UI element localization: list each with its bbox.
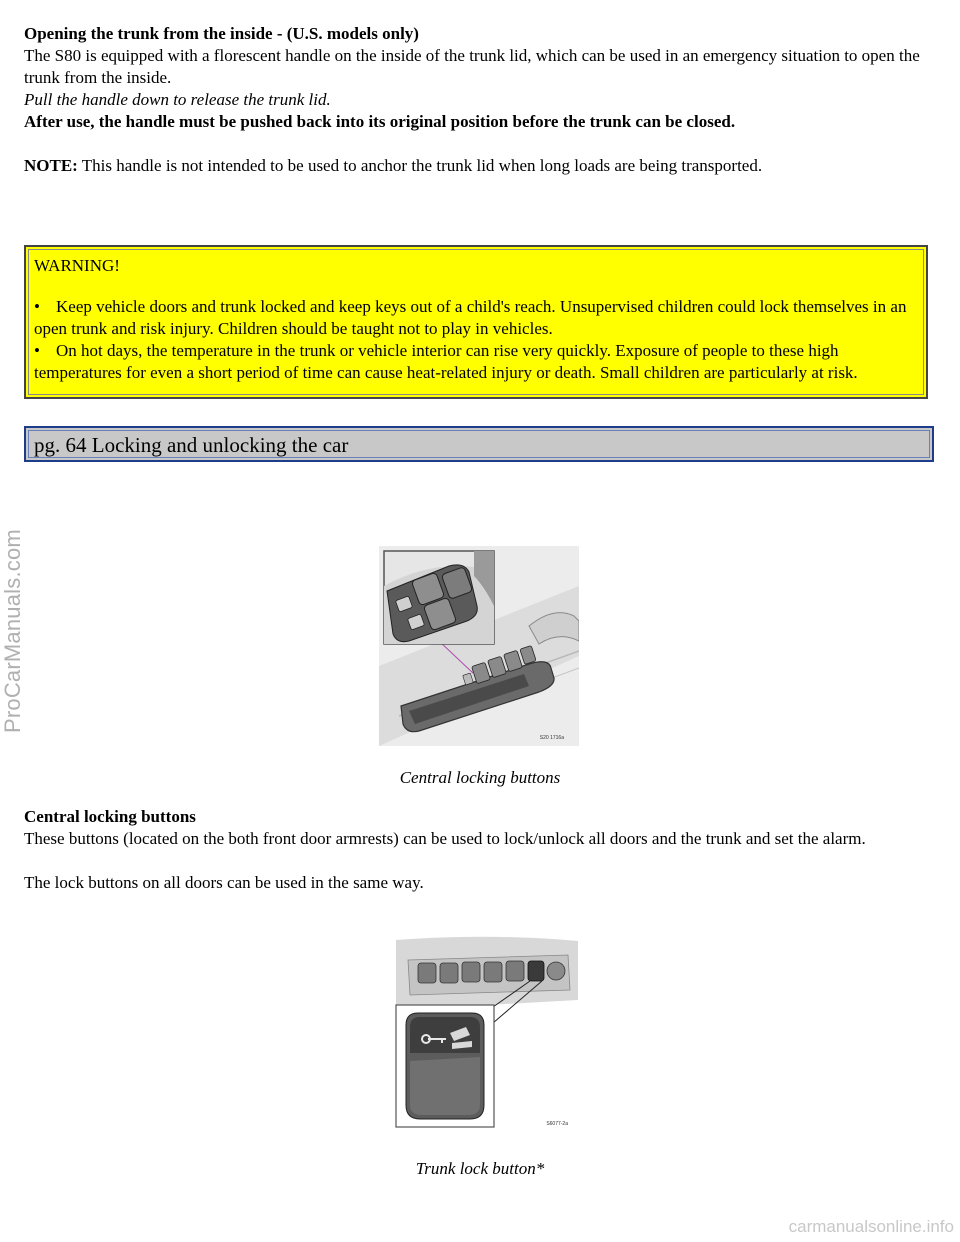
paragraph: The S80 is equipped with a florescent handle on the inside of the trunk lid, which can be used in an emergency situation to open the trunk from the inside. [24,46,920,87]
figure-code: S20 1716a [539,735,564,741]
figure-caption: Trunk lock button* [415,1159,545,1178]
note-text: This handle is not intended to be used to anchor the trunk lid when long loads are being transported. [77,156,763,175]
note-label: NOTE: [24,156,78,175]
instruction-text: Pull the handle down to release the trunk lid. [24,90,331,109]
warning-box [24,245,928,399]
paragraph: The lock buttons on all doors can be used in the same way. [24,873,424,892]
warning-item [34,340,918,384]
bullet-icon: • [34,297,40,316]
note-paragraph [24,155,762,177]
warning-item-text: On hot days, the temperature in the trunk or vehicle interior can rise very quickly. Exposure of people to these high temperatures for even a short period of time can cause heat-related injury or death. Small children are particularly at risk. [34,341,858,382]
side-watermark: ProCarManuals.com [0,529,25,733]
paragraph: These buttons (located on the both front door armrests) can be used to lock/unlock all doors and the trunk and set the alarm. [24,829,866,848]
section-header: pg. 64 Locking and unlocking the car [24,426,934,462]
warning-item [34,296,918,340]
figure-caption: Central locking buttons [399,768,561,787]
warning-title: WARNING! [34,256,120,275]
section-title: Central locking buttons [24,807,196,826]
bottom-watermark: carmanualsonline.info [788,1217,954,1236]
bullet-icon: • [34,341,40,360]
warning-list [34,296,918,384]
warning-item-text: Keep vehicle doors and trunk locked and keep keys out of a child's reach. Unsupervised children could lock themselves in an open trunk and risk injury. Children should be taught not to play in vehicles. [34,297,907,338]
central-locking-illustration [379,546,579,746]
figure-code: S6077-2a [546,1121,568,1127]
section-title: Opening the trunk from the inside - (U.S. models only) [24,24,419,43]
bold-notice: After use, the handle must be pushed back into its original position before the trunk can be closed. [24,112,736,131]
trunk-lock-illustration [388,935,579,1132]
